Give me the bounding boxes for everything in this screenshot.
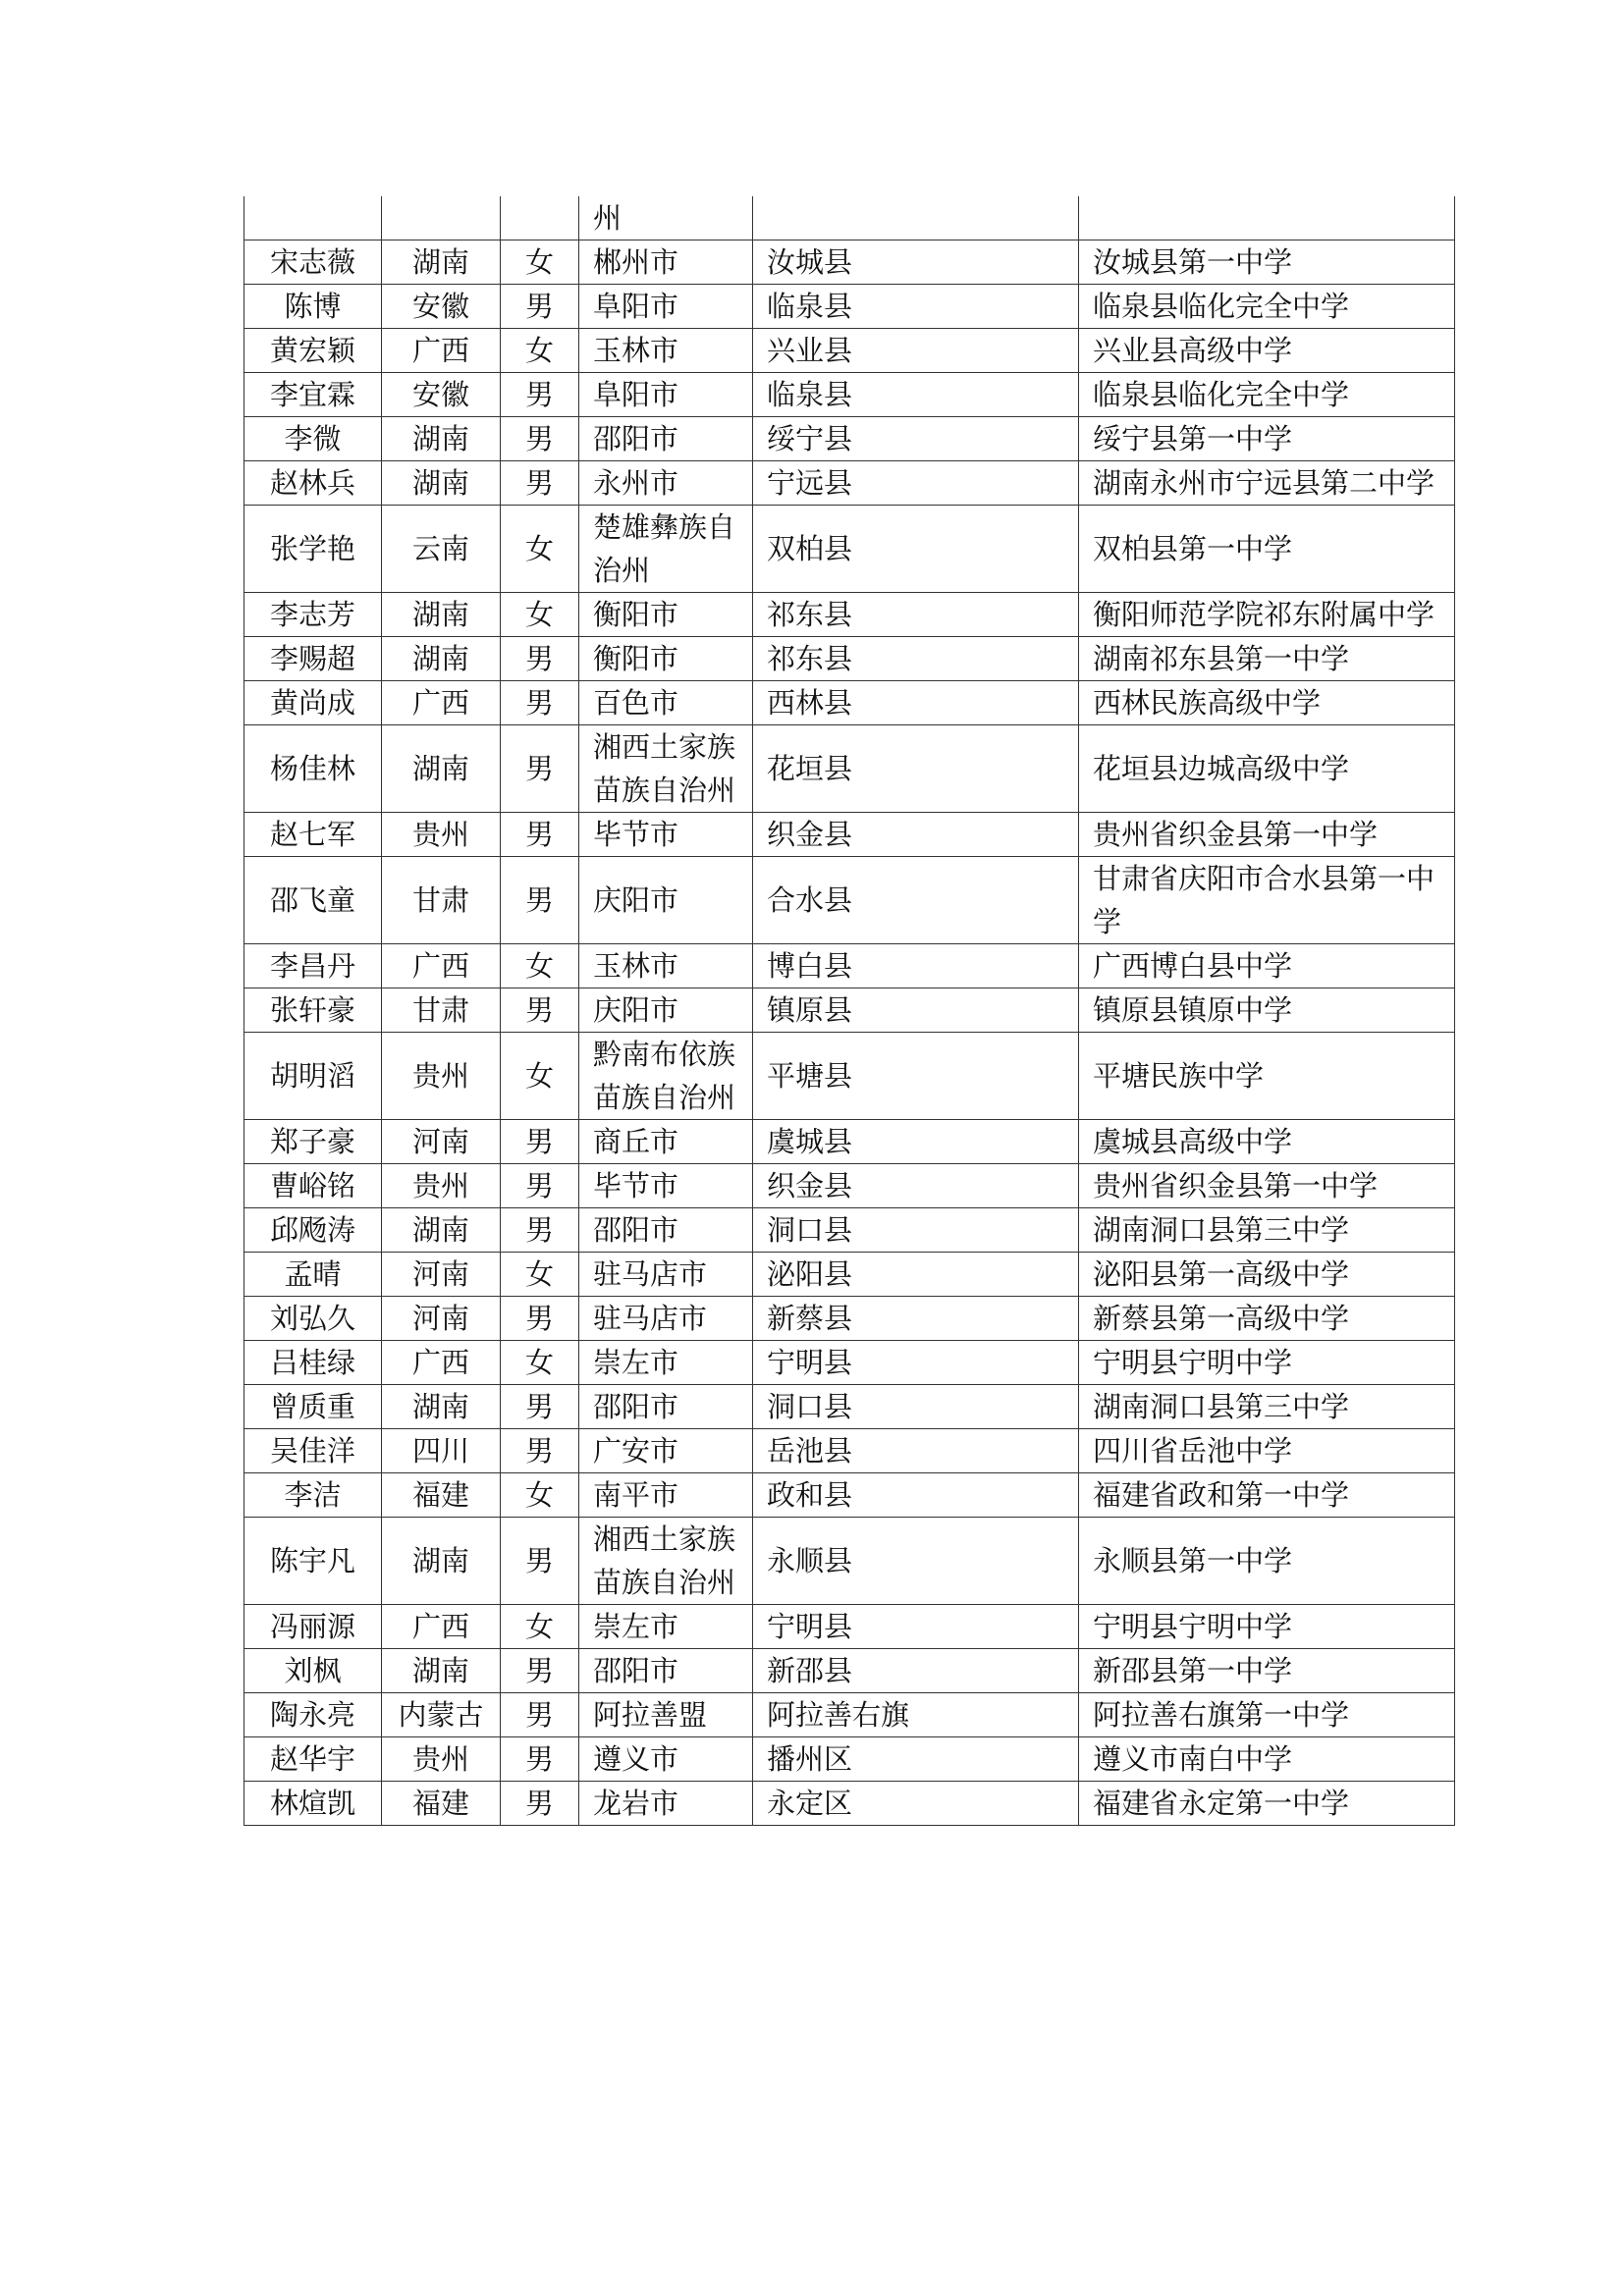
name-cell: 杨佳林 (244, 725, 382, 813)
province-cell: 河南 (382, 1120, 501, 1164)
city-cell: 楚雄彝族自治州 (579, 506, 753, 593)
gender-cell: 女 (501, 1341, 579, 1385)
school-cell: 虞城县高级中学 (1079, 1120, 1455, 1164)
gender-cell: 男 (501, 1385, 579, 1429)
table-row (244, 681, 1455, 725)
gender-cell: 男 (501, 373, 579, 417)
gender-cell (501, 196, 579, 240)
province-cell: 湖南 (382, 1649, 501, 1693)
city-cell: 阜阳市 (579, 285, 753, 329)
table-row (244, 725, 1455, 813)
gender-cell: 女 (501, 329, 579, 373)
gender-cell: 男 (501, 857, 579, 944)
table-row (244, 1208, 1455, 1253)
school-cell: 福建省永定第一中学 (1079, 1782, 1455, 1826)
province-cell: 广西 (382, 1341, 501, 1385)
table-row (244, 593, 1455, 637)
county-cell: 祁东县 (753, 637, 1079, 681)
school-cell: 四川省岳池中学 (1079, 1429, 1455, 1473)
province-cell: 福建 (382, 1473, 501, 1518)
city-cell: 遵义市 (579, 1737, 753, 1782)
gender-cell: 男 (501, 461, 579, 506)
name-cell (244, 196, 382, 240)
province-cell: 广西 (382, 329, 501, 373)
city-cell: 阿拉善盟 (579, 1693, 753, 1737)
province-cell: 湖南 (382, 461, 501, 506)
gender-cell: 男 (501, 1649, 579, 1693)
table-row (244, 373, 1455, 417)
gender-cell: 女 (501, 240, 579, 285)
school-cell: 广西博白县中学 (1079, 944, 1455, 988)
school-cell: 花垣县边城高级中学 (1079, 725, 1455, 813)
city-cell: 衡阳市 (579, 593, 753, 637)
name-cell: 刘弘久 (244, 1297, 382, 1341)
school-cell: 宁明县宁明中学 (1079, 1605, 1455, 1649)
name-cell: 邱飏涛 (244, 1208, 382, 1253)
city-cell: 邵阳市 (579, 417, 753, 461)
school-cell: 双柏县第一中学 (1079, 506, 1455, 593)
county-cell: 新邵县 (753, 1649, 1079, 1693)
table-row (244, 1164, 1455, 1208)
county-cell: 绥宁县 (753, 417, 1079, 461)
school-cell: 湖南永州市宁远县第二中学 (1079, 461, 1455, 506)
gender-cell: 男 (501, 813, 579, 857)
gender-cell: 男 (501, 1782, 579, 1826)
city-cell: 庆阳市 (579, 988, 753, 1033)
table-row (244, 1518, 1455, 1605)
gender-cell: 男 (501, 1208, 579, 1253)
table-row (244, 329, 1455, 373)
table-row (244, 1253, 1455, 1297)
table-row (244, 506, 1455, 593)
school-cell: 镇原县镇原中学 (1079, 988, 1455, 1033)
gender-cell: 男 (501, 1737, 579, 1782)
city-cell: 黔南布依族苗族自治州 (579, 1033, 753, 1120)
school-cell: 贵州省织金县第一中学 (1079, 813, 1455, 857)
table-row (244, 1033, 1455, 1120)
county-cell: 织金县 (753, 1164, 1079, 1208)
province-cell: 湖南 (382, 1518, 501, 1605)
name-cell: 张轩豪 (244, 988, 382, 1033)
city-cell: 玉林市 (579, 944, 753, 988)
city-cell: 湘西土家族苗族自治州 (579, 725, 753, 813)
name-cell: 李洁 (244, 1473, 382, 1518)
name-cell: 赵林兵 (244, 461, 382, 506)
table-row (244, 1429, 1455, 1473)
name-cell: 冯丽源 (244, 1605, 382, 1649)
province-cell: 甘肃 (382, 988, 501, 1033)
province-cell (382, 196, 501, 240)
county-cell: 花垣县 (753, 725, 1079, 813)
city-cell: 永州市 (579, 461, 753, 506)
name-cell: 吕桂绿 (244, 1341, 382, 1385)
city-cell: 崇左市 (579, 1341, 753, 1385)
county-cell: 汝城县 (753, 240, 1079, 285)
name-cell: 李昌丹 (244, 944, 382, 988)
school-cell: 新蔡县第一高级中学 (1079, 1297, 1455, 1341)
school-cell: 新邵县第一中学 (1079, 1649, 1455, 1693)
gender-cell: 女 (501, 1473, 579, 1518)
county-cell (753, 196, 1079, 240)
province-cell: 云南 (382, 506, 501, 593)
city-cell: 驻马店市 (579, 1253, 753, 1297)
gender-cell: 男 (501, 681, 579, 725)
gender-cell: 男 (501, 1693, 579, 1737)
city-cell: 广安市 (579, 1429, 753, 1473)
table-row (244, 857, 1455, 944)
name-cell: 刘枫 (244, 1649, 382, 1693)
city-cell: 邵阳市 (579, 1385, 753, 1429)
city-cell: 衡阳市 (579, 637, 753, 681)
county-cell: 西林县 (753, 681, 1079, 725)
county-cell: 播州区 (753, 1737, 1079, 1782)
county-cell: 镇原县 (753, 988, 1079, 1033)
table-row (244, 417, 1455, 461)
school-cell: 永顺县第一中学 (1079, 1518, 1455, 1605)
school-cell: 西林民族高级中学 (1079, 681, 1455, 725)
name-cell: 曾质重 (244, 1385, 382, 1429)
county-cell: 临泉县 (753, 373, 1079, 417)
name-cell: 孟晴 (244, 1253, 382, 1297)
gender-cell: 男 (501, 637, 579, 681)
city-cell: 邵阳市 (579, 1649, 753, 1693)
city-cell: 湘西土家族苗族自治州 (579, 1518, 753, 1605)
gender-cell: 男 (501, 988, 579, 1033)
name-cell: 赵华宇 (244, 1737, 382, 1782)
name-cell: 李志芳 (244, 593, 382, 637)
school-cell: 福建省政和第一中学 (1079, 1473, 1455, 1518)
gender-cell: 女 (501, 1253, 579, 1297)
school-cell: 阿拉善右旗第一中学 (1079, 1693, 1455, 1737)
county-cell: 双柏县 (753, 506, 1079, 593)
county-cell: 合水县 (753, 857, 1079, 944)
gender-cell: 男 (501, 417, 579, 461)
name-cell: 陈博 (244, 285, 382, 329)
county-cell: 洞口县 (753, 1208, 1079, 1253)
county-cell: 阿拉善右旗 (753, 1693, 1079, 1737)
city-cell: 毕节市 (579, 813, 753, 857)
county-cell: 宁远县 (753, 461, 1079, 506)
name-cell: 黄尚成 (244, 681, 382, 725)
city-cell: 百色市 (579, 681, 753, 725)
name-cell: 宋志薇 (244, 240, 382, 285)
name-cell: 陶永亮 (244, 1693, 382, 1737)
city-cell: 毕节市 (579, 1164, 753, 1208)
county-cell: 织金县 (753, 813, 1079, 857)
table-row (244, 461, 1455, 506)
county-cell: 平塘县 (753, 1033, 1079, 1120)
name-cell: 李微 (244, 417, 382, 461)
province-cell: 湖南 (382, 1385, 501, 1429)
province-cell: 湖南 (382, 725, 501, 813)
province-cell: 湖南 (382, 240, 501, 285)
school-cell: 临泉县临化完全中学 (1079, 285, 1455, 329)
table-row (244, 1782, 1455, 1826)
province-cell: 贵州 (382, 1033, 501, 1120)
gender-cell: 男 (501, 1120, 579, 1164)
name-cell: 赵七军 (244, 813, 382, 857)
table-row (244, 1649, 1455, 1693)
county-cell: 岳池县 (753, 1429, 1079, 1473)
school-cell: 宁明县宁明中学 (1079, 1341, 1455, 1385)
city-cell: 州 (579, 196, 753, 240)
gender-cell: 男 (501, 285, 579, 329)
gender-cell: 男 (501, 1429, 579, 1473)
table-row (244, 988, 1455, 1033)
name-cell: 李赐超 (244, 637, 382, 681)
table-row (244, 1385, 1455, 1429)
province-cell: 广西 (382, 681, 501, 725)
table-row (244, 813, 1455, 857)
county-cell: 永定区 (753, 1782, 1079, 1826)
school-cell: 湖南祁东县第一中学 (1079, 637, 1455, 681)
table-row (244, 1605, 1455, 1649)
school-cell: 临泉县临化完全中学 (1079, 373, 1455, 417)
province-cell: 福建 (382, 1782, 501, 1826)
province-cell: 贵州 (382, 1737, 501, 1782)
county-cell: 新蔡县 (753, 1297, 1079, 1341)
school-cell: 甘肃省庆阳市合水县第一中学 (1079, 857, 1455, 944)
name-cell: 胡明滔 (244, 1033, 382, 1120)
city-cell: 邵阳市 (579, 1208, 753, 1253)
province-cell: 甘肃 (382, 857, 501, 944)
county-cell: 博白县 (753, 944, 1079, 988)
school-cell: 兴业县高级中学 (1079, 329, 1455, 373)
province-cell: 湖南 (382, 637, 501, 681)
county-cell: 兴业县 (753, 329, 1079, 373)
county-cell: 宁明县 (753, 1605, 1079, 1649)
school-cell: 贵州省织金县第一中学 (1079, 1164, 1455, 1208)
province-cell: 安徽 (382, 373, 501, 417)
province-cell: 广西 (382, 1605, 501, 1649)
gender-cell: 女 (501, 1605, 579, 1649)
county-cell: 虞城县 (753, 1120, 1079, 1164)
school-cell: 平塘民族中学 (1079, 1033, 1455, 1120)
province-cell: 安徽 (382, 285, 501, 329)
school-cell: 湖南洞口县第三中学 (1079, 1208, 1455, 1253)
name-cell: 黄宏颖 (244, 329, 382, 373)
province-cell: 河南 (382, 1297, 501, 1341)
county-cell: 洞口县 (753, 1385, 1079, 1429)
gender-cell: 男 (501, 1518, 579, 1605)
school-cell: 湖南洞口县第三中学 (1079, 1385, 1455, 1429)
table-row (244, 240, 1455, 285)
student-table (244, 196, 1455, 1826)
table-row (244, 1297, 1455, 1341)
province-cell: 贵州 (382, 813, 501, 857)
gender-cell: 男 (501, 1297, 579, 1341)
school-cell: 遵义市南白中学 (1079, 1737, 1455, 1782)
school-cell: 绥宁县第一中学 (1079, 417, 1455, 461)
city-cell: 庆阳市 (579, 857, 753, 944)
province-cell: 内蒙古 (382, 1693, 501, 1737)
gender-cell: 女 (501, 1033, 579, 1120)
county-cell: 泌阳县 (753, 1253, 1079, 1297)
school-cell: 汝城县第一中学 (1079, 240, 1455, 285)
province-cell: 湖南 (382, 1208, 501, 1253)
city-cell: 南平市 (579, 1473, 753, 1518)
gender-cell: 女 (501, 506, 579, 593)
name-cell: 曹峪铭 (244, 1164, 382, 1208)
city-cell: 崇左市 (579, 1605, 753, 1649)
city-cell: 玉林市 (579, 329, 753, 373)
province-cell: 广西 (382, 944, 501, 988)
province-cell: 湖南 (382, 417, 501, 461)
school-cell (1079, 196, 1455, 240)
county-cell: 祁东县 (753, 593, 1079, 637)
city-cell: 郴州市 (579, 240, 753, 285)
name-cell: 陈宇凡 (244, 1518, 382, 1605)
table-row (244, 1737, 1455, 1782)
school-cell: 泌阳县第一高级中学 (1079, 1253, 1455, 1297)
county-cell: 永顺县 (753, 1518, 1079, 1605)
county-cell: 政和县 (753, 1473, 1079, 1518)
table-row (244, 1473, 1455, 1518)
province-cell: 贵州 (382, 1164, 501, 1208)
province-cell: 湖南 (382, 593, 501, 637)
county-cell: 临泉县 (753, 285, 1079, 329)
school-cell: 衡阳师范学院祁东附属中学 (1079, 593, 1455, 637)
table-row (244, 1693, 1455, 1737)
name-cell: 林煊凯 (244, 1782, 382, 1826)
table-row (244, 1120, 1455, 1164)
table-row (244, 637, 1455, 681)
name-cell: 邵飞童 (244, 857, 382, 944)
city-cell: 驻马店市 (579, 1297, 753, 1341)
gender-cell: 女 (501, 944, 579, 988)
table-row (244, 944, 1455, 988)
table-row (244, 1341, 1455, 1385)
table-row (244, 285, 1455, 329)
name-cell: 郑子豪 (244, 1120, 382, 1164)
province-cell: 河南 (382, 1253, 501, 1297)
city-cell: 商丘市 (579, 1120, 753, 1164)
gender-cell: 男 (501, 1164, 579, 1208)
city-cell: 阜阳市 (579, 373, 753, 417)
province-cell: 四川 (382, 1429, 501, 1473)
name-cell: 张学艳 (244, 506, 382, 593)
gender-cell: 男 (501, 725, 579, 813)
table-body (244, 196, 1455, 1826)
name-cell: 吴佳洋 (244, 1429, 382, 1473)
city-cell: 龙岩市 (579, 1782, 753, 1826)
table-row (244, 196, 1455, 240)
gender-cell: 女 (501, 593, 579, 637)
name-cell: 李宜霖 (244, 373, 382, 417)
county-cell: 宁明县 (753, 1341, 1079, 1385)
